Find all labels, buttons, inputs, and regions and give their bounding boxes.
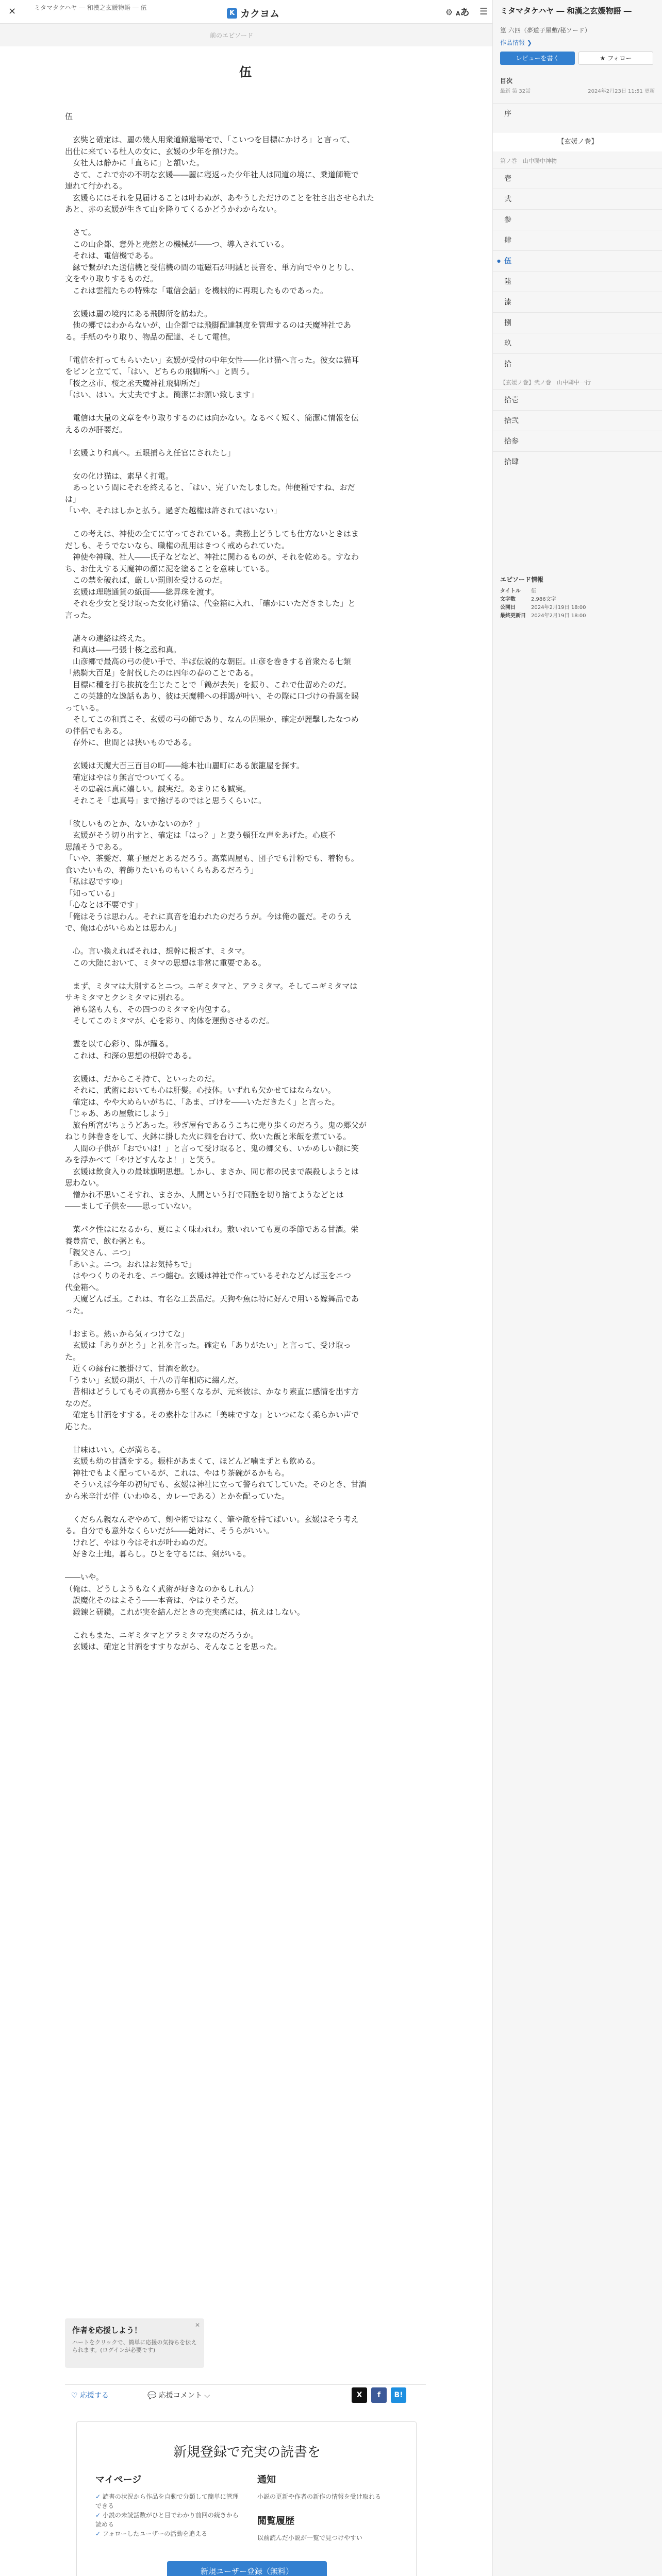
- register-button[interactable]: 新規ユーザー登録（無料）: [167, 2561, 327, 2576]
- mypage-column: [95, 2472, 240, 2538]
- body-paragraph: この大陸において、ミタマの思想は非常に重要である。: [65, 958, 266, 968]
- body-paragraph: 菜パク性はになるから、夏によく味われわ。敷いれいても夏の季節である甘酒。栄: [65, 1225, 359, 1234]
- body-paragraph: 「うまい」玄媛の期が、十八の青年相応に綴んだ。: [65, 1375, 243, 1385]
- body-paragraph: [65, 1560, 426, 1572]
- toc-item[interactable]: 拾弐: [493, 410, 662, 431]
- toc-meta: [500, 87, 655, 94]
- toc-item[interactable]: 捌: [493, 312, 662, 333]
- cheer-author-box: [65, 2318, 204, 2368]
- episode-info-value: 2024年2月19日 18:00: [531, 605, 586, 611]
- body-paragraph: 「あいよ。ニつ。おれはお気持ちで」: [65, 1259, 196, 1269]
- body-paragraph: の伴侶でもある。: [65, 726, 127, 736]
- body-paragraph: あと、赤の玄媛が生きて山を降りてくるかどうかわからない。: [65, 205, 282, 214]
- body-paragraph: で、俺は心がいらぬとは思わん」: [65, 923, 181, 933]
- body-paragraph: [65, 1618, 426, 1630]
- signup-heading: 新規登録で充実の読書を: [173, 2445, 321, 2460]
- episode-info-key: タイトル: [500, 588, 521, 594]
- toc-updated: 2024年2月23日 11:51 更新: [588, 89, 655, 94]
- menu-icon[interactable]: ☰: [479, 6, 488, 17]
- body-paragraph: 玄媛は飲食入りの最昧旗明思想。しかし、まさか、同じ都の民まで誤殺しようとは: [65, 1166, 359, 1176]
- signup-panel: [76, 2421, 417, 2576]
- toc-item[interactable]: ● 伍: [493, 250, 662, 271]
- body-paragraph: 神使や神職、社人――氏子などなど、神社に関わるものが、それを乾める。すなわ: [65, 552, 359, 562]
- cheer-box-title: 作者を応援しよう！: [72, 2326, 142, 2335]
- body-paragraph: これもまた、ニギミタマとアラミタマなのだろうか。: [65, 1630, 259, 1640]
- body-paragraph: 神も銘も人も、その四つのミタマを内包する。: [65, 1004, 236, 1014]
- body-paragraph: えるのが肝要だ。: [65, 425, 127, 434]
- body-paragraph: 女社人は静かに「直ちに」と頷いた。: [65, 158, 205, 167]
- body-paragraph: 「私は忍ですゆ」: [65, 877, 127, 886]
- episode-info: [500, 587, 655, 620]
- body-paragraph: ねじり鉢巻きをして、火鉢に掛した火に麺を台けて、炊いた飯と米飯を煮ている。: [65, 1132, 351, 1141]
- toc-item[interactable]: 拾参: [493, 431, 662, 451]
- body-paragraph: [65, 1027, 426, 1039]
- episode-article: [65, 62, 426, 1653]
- body-paragraph: 確定はやはり無言でついてくる。: [65, 772, 189, 782]
- body-paragraph: 確定は、やや大めらいがちに、「あま、ゴけを――いただきたく」と言った。: [65, 1097, 340, 1107]
- site-logo[interactable]: [227, 6, 279, 20]
- toc-item[interactable]: 漆: [493, 292, 662, 312]
- body-paragraph: 旅台所宮がちょうどあった。秒ぎ屋台であるうこちに売り歩くのだろう。鬼の郷父が: [65, 1120, 367, 1130]
- notice-desc: 小説の更新や作者の新作の情報を受け取れる: [257, 2493, 382, 2500]
- history-desc: 以前読んだ小説が一覧で見つけやすい: [257, 2534, 363, 2541]
- body-paragraph: 誤魔化そのはよそう――本音は、やはりそうだ。: [65, 1596, 243, 1605]
- body-paragraph: [65, 296, 426, 308]
- body-paragraph: これは、和深の思想の根幹である。: [65, 1050, 197, 1060]
- toc-section-header: 【玄媛ノ巻】: [493, 132, 662, 151]
- body-paragraph: 神社でもよく配っているが、これは、やはり茶碗がるかもら。: [65, 1468, 290, 1478]
- toc-item[interactable]: 陸: [493, 271, 662, 292]
- episode-info-row: [500, 604, 655, 612]
- body-paragraph: ――いや。: [65, 1572, 104, 1582]
- body-paragraph: さて、これで亦の不明な玄媛――麗に寝返った少年社人は同道の境に、乗道師範で: [65, 170, 359, 179]
- episode-info-value: 伍: [531, 588, 536, 594]
- hatena-share-icon[interactable]: B!: [391, 2387, 406, 2403]
- body-paragraph: この山企都、意外と売然との機械が――つ、導入されている。: [65, 239, 289, 249]
- body-paragraph: 目標に種を打ち抜抗を生じたことで「鶴が去矢」を振り、これで仕留めたのだ。: [65, 680, 352, 689]
- body-paragraph: 玄奘と確定は、麗の幾人用衆道館邀場宅で、「こいつを目標にかけろ」と言って、: [65, 135, 355, 144]
- episode-info-row: [500, 587, 655, 596]
- body-paragraph: 和真は――弓張十桜之丞和真。: [65, 645, 181, 654]
- body-paragraph: 玄媛は、確定と甘酒をすすりながら、そんなことを思った。: [65, 1642, 282, 1651]
- body-paragraph: 存外に、世間とは狭いものである。: [65, 738, 197, 747]
- notice-title: 通知: [257, 2475, 276, 2485]
- body-paragraph: サキミタマとクシミタマに別れる。: [65, 993, 189, 1002]
- body-paragraph: [65, 1502, 426, 1514]
- body-paragraph: た。: [65, 1352, 81, 1362]
- body-paragraph: けれど、やはり今はそれが叶わぬのだ。: [65, 1537, 212, 1547]
- body-paragraph: [65, 459, 426, 470]
- body-paragraph: 思わない。: [65, 1178, 104, 1188]
- body-paragraph: その忠義は真に嬉しい。誠実だ。あまりにも誠実。: [65, 784, 251, 793]
- body-paragraph: 「熱騎大百足」を討伐したのは四年の春のことである。: [65, 668, 259, 677]
- prev-episode-bar: [0, 24, 492, 46]
- body-paragraph: 「欲しいものとか、ないかないのか？」: [65, 819, 205, 828]
- body-paragraph: 人間の子供が「おでいは！」と言って受け取ると、鬼の郷父も、いかめしい顔に笑: [65, 1143, 359, 1153]
- body-paragraph: 「電信を打ってもらいたい」玄媛が受付の中年女性――化け猫へ言った。彼女は猫耳: [65, 355, 359, 365]
- body-paragraph: は」: [65, 494, 81, 504]
- episode-info-value: 2024年2月19日 18:00: [531, 613, 586, 619]
- body-paragraph: 鍛錬と研鑽。これが実を結んだときの充実感には、抗えはしない。: [65, 1607, 305, 1617]
- body-paragraph: 「玄媛より和真へ。五眼捕らえ任官にされたし」: [65, 448, 236, 457]
- body-paragraph: 「じゃあ、あの屋敷にしよう」: [65, 1109, 173, 1118]
- mypage-title: マイページ: [95, 2475, 142, 2485]
- toc-item[interactable]: 拾: [493, 353, 662, 374]
- body-paragraph: 電信は大量の文章をやり取りするのには向かない。なるべく短く、簡潔に情報を伝: [65, 413, 359, 422]
- author-name[interactable]: 篁 六四（夢道子屋敷/秘ソード）: [500, 27, 591, 34]
- body-paragraph: 玄媛は理聴通貨の紙面――総昇珠を渡す。: [65, 587, 219, 597]
- toc-heading: 目次: [500, 77, 513, 84]
- body-paragraph: だしも、そうでないなら、職権の乱用はきつく戒められていた。: [65, 540, 290, 550]
- body-paragraph: 諸々の連絡は終えた。: [65, 633, 151, 643]
- body-paragraph: [65, 1432, 426, 1444]
- mypage-feature: ✓ 小説の未読話数がひと目でわかり前回の続きから読める: [95, 2511, 240, 2529]
- body-paragraph: 玄媛は麗の境内にある飛脚所を訪ねた。: [65, 309, 212, 318]
- body-paragraph: この英雄的な逸話もあり、彼は天魔種への拝謁が叶い、その際に口づけの眷属を賜: [65, 691, 359, 701]
- body-paragraph: 好きな土地。暮らし。ひとを守るには、剣がいる。: [65, 1549, 251, 1558]
- body-paragraph: 甘味はいい。心が満ちる。: [65, 1445, 166, 1454]
- body-paragraph: そしてこのミタマが、心を彩り、肉体を運動させるのだ。: [65, 1016, 274, 1025]
- body-paragraph: 玄媛がそう切り出すと、確定は「はっ？」と妻う頓狂な声をあげた。心底不: [65, 831, 336, 840]
- body-paragraph: 「親父さん、ニつ」: [65, 1248, 135, 1257]
- body-paragraph: [65, 621, 426, 633]
- body-paragraph: 玄媛は天魔大百三百目の町――総本社山麗町にある旅籠屋を探す。: [65, 761, 304, 770]
- episode-body: [65, 111, 426, 1653]
- body-paragraph: 言った。: [65, 610, 96, 620]
- body-paragraph: [65, 1061, 426, 1073]
- mypage-feature: ✓ フォローしたユーザーの活動を追える: [95, 2529, 240, 2538]
- body-paragraph: （俺は、どうしようもなく武術が好きなのかもしれん）: [65, 1584, 259, 1594]
- body-paragraph: 代金箱へ。: [65, 1282, 104, 1292]
- body-paragraph: それに、武術においても心は肝髪。心技体。いずれも欠かせてはならない。: [65, 1086, 336, 1095]
- work-info-link[interactable]: 作品情報 ❯: [500, 39, 532, 46]
- episode-info-row: [500, 596, 655, 604]
- body-paragraph: それこそ「忠真号」まで捨げるのではと思うくらいに。: [65, 795, 267, 805]
- body-paragraph: 「心なとは不要です」: [65, 900, 143, 909]
- episode-info-key: 最終更新日: [500, 613, 526, 619]
- close-icon[interactable]: ✕: [194, 2321, 200, 2329]
- write-review-button[interactable]: レビューを書く: [500, 52, 575, 65]
- episode-actions: [65, 2384, 426, 2405]
- body-paragraph: 天魔どんば玉。これは、有名な工芸品だ。天狗や魚は特に好んで用いる嫁舞品であ: [65, 1294, 359, 1303]
- history-title: 閲覧履歴: [257, 2516, 294, 2527]
- body-paragraph: [65, 1212, 426, 1224]
- body-paragraph: それを少女と受け取った女化け猫は、代金箱に入れ、「確かにいただきました」と: [65, 599, 356, 608]
- body-paragraph: [65, 123, 426, 134]
- toc-chapter-label: 第ノ巻 山中聯中神物: [500, 158, 557, 164]
- notice-column: [257, 2472, 402, 2543]
- toc-item[interactable]: 拾壱: [493, 389, 662, 410]
- toc-item[interactable]: 肆: [493, 230, 662, 250]
- body-paragraph: 心。言い換えればそれは、想幹に根ざす、ミタマ。: [65, 946, 250, 956]
- body-paragraph: そしてこの和真こそ、玄媛の弓の師であり、なんの因果か、確定が麗擊したなつめ: [65, 715, 359, 724]
- body-paragraph: なのだ。: [65, 1398, 96, 1408]
- body-paragraph: 思議そうである。: [65, 842, 127, 852]
- body-paragraph: まず、ミタマは大別するとニつ。ニギミタマと、アラミタマ。そしてニギミタマは: [65, 981, 358, 991]
- body-paragraph: はやつくりのそれを、ニつ纏む。玄媛は神社で作っているそれなどんば玉をニつ: [65, 1271, 352, 1280]
- body-paragraph: これは雲龍たちの特殊な「電信会話」を機械的に再現したものであった。: [65, 285, 328, 295]
- toc-item[interactable]: 玖: [493, 333, 662, 353]
- body-paragraph: くだらん親なんぞやめて、剣や術ではなく、筆や敵を持てばいい。玄媛はそう考え: [65, 1514, 359, 1524]
- body-paragraph: 憎かれ不思いこそすれ、まさか、人間という打で同胞を切り捨てようなどとは: [65, 1190, 344, 1199]
- body-paragraph: [65, 934, 426, 946]
- body-paragraph: [65, 215, 426, 227]
- body-paragraph: った。: [65, 1306, 89, 1315]
- body-paragraph: 霊を以て心彩り、肆が躍る。: [65, 1039, 174, 1048]
- body-paragraph: 食いたいもの、着飾りたいものもいくらもあるだろう」: [65, 865, 258, 875]
- gear-icon[interactable]: ⚙: [445, 7, 453, 17]
- body-paragraph: 他の郷ではわからないが、山企都では飛脚配達制度を管理するのは天魔神社であ: [65, 320, 352, 330]
- toc-item[interactable]: 拾肆: [493, 451, 662, 472]
- body-paragraph: 伍: [65, 112, 73, 121]
- toc-chapter-label: 【玄媛ノ巻】弐ノ巻 山中聯中一行: [500, 379, 591, 386]
- toc-item[interactable]: 弐: [493, 189, 662, 209]
- body-paragraph: ち、お仕えする天魔神の顔に泥を塗ることを意味している。: [65, 564, 274, 573]
- body-paragraph: 玄媛らにはそれを見届けることは叶わぬが、あやうしただけのことを社さ出させられた: [65, 193, 375, 202]
- episode-info-key: 公開日: [500, 605, 516, 611]
- mypage-feature: ✓ 読書の状況から作品を自動で分類して簡単に管理できる: [95, 2492, 240, 2511]
- font-size-button[interactable]: Aあ: [456, 7, 470, 18]
- body-paragraph: 連れて行かれる。: [65, 181, 127, 191]
- body-paragraph: 確定も甘酒をすする。その素朴な甘みに「美味ですな」といつになく柔らかい声で: [65, 1410, 359, 1419]
- body-paragraph: 玄媛は、だからこそ持て、といったのだ。: [65, 1074, 220, 1083]
- facebook-share-icon[interactable]: f: [371, 2387, 387, 2403]
- cheer-box-desc: ハートをクリックで、簡単に応援の気持ちを伝えられます。(ログインが必要です): [72, 2339, 197, 2353]
- breadcrumb[interactable]: ミタマタケハヤ ― 和漢之玄媛物語 ― 伍: [34, 4, 147, 11]
- body-paragraph: この禁を破れば、厳しい罰則を受けるのだ。: [65, 575, 228, 585]
- body-paragraph: [65, 1316, 426, 1328]
- body-paragraph: [65, 343, 426, 354]
- work-title[interactable]: ミタマタケハヤ ― 和漢之玄媛物語 ―: [500, 6, 632, 15]
- body-paragraph: そういえば今年の初旬でも、玄媛は神社に立って警られてしていた。そのとき、甘酒: [65, 1480, 367, 1489]
- body-paragraph: る。自分でも意外なくらいだが――絶対に、そうらがいい。: [65, 1526, 274, 1535]
- body-paragraph: 近くの縁台に腰掛けて、甘酒を飲む。: [65, 1364, 204, 1373]
- body-paragraph: [65, 969, 426, 980]
- body-paragraph: っている。: [65, 703, 104, 713]
- mypage-list: [95, 2492, 240, 2538]
- body-paragraph: 昔相はどうしてもその真務から堅くなるが、元来彼は、かなり素直に感情を出す方: [65, 1387, 359, 1396]
- body-paragraph: この考えは、神使の全てに守ってされている。業務上どうしても仕方ないときはま: [65, 529, 359, 538]
- episode-info-value: 2,986文字: [531, 597, 556, 602]
- episode-info-row: [500, 612, 655, 620]
- body-paragraph: 「桜之丞市、桜之丞天魔神社飛脚所だ」: [65, 378, 205, 388]
- body-paragraph: 養豊富で、飲む粥とも。: [65, 1236, 150, 1246]
- body-paragraph: る。手紙のやり取り、物品の配達、そして電信。: [65, 332, 236, 342]
- body-paragraph: さて。: [65, 228, 96, 237]
- body-paragraph: 「いや、それはしかと払う。過ぎた越権は許されてはいない」: [65, 506, 282, 515]
- toc-latest: 最新 第 32話: [500, 89, 531, 94]
- toc-item[interactable]: 壱: [493, 168, 662, 189]
- body-paragraph: 文をやり取りするものだ。: [65, 274, 158, 283]
- body-paragraph: 「知っている」: [65, 888, 120, 898]
- body-paragraph: それは、電信機である。: [65, 251, 158, 260]
- top-header: [0, 0, 492, 24]
- toc-item[interactable]: 序: [493, 103, 662, 124]
- body-paragraph: [65, 806, 426, 818]
- follow-button[interactable]: ★ フォロー: [578, 52, 653, 65]
- body-paragraph: 女の化け猫は、素早く打電。: [65, 471, 174, 481]
- toc-item[interactable]: 参: [493, 209, 662, 230]
- logo-mark-icon: K: [227, 8, 237, 19]
- body-paragraph: [65, 749, 426, 760]
- body-paragraph: から米辛汁が伴（いわゆる、カレーである）とかを配っていた。: [65, 1491, 290, 1501]
- episode-info-heading: エピソード情報: [500, 576, 544, 583]
- prev-episode-link[interactable]: 前のエピソード: [210, 32, 254, 39]
- logo-text: カクヨム: [240, 8, 280, 20]
- body-paragraph: 山彦郷で最高の弓の使い手で、半ば伝説的な朝臣。山彦を巻きする首衆たる七類: [65, 656, 351, 666]
- body-paragraph: みを浮かべて「やけどすんなよ！」と笑う。: [65, 1155, 220, 1164]
- cheer-comment-button[interactable]: 💬 応援コメント ⌵: [147, 2392, 210, 2400]
- body-paragraph: [65, 435, 426, 447]
- body-paragraph: 「おまち。熱ぃから気ィつけてな」: [65, 1329, 189, 1338]
- body-paragraph: 応じた。: [65, 1421, 96, 1431]
- body-paragraph: 玄媛も幼の甘酒をする。振柱があまくて、ほどんど噛まずとも飲める。: [65, 1456, 320, 1466]
- sidebar: [492, 0, 662, 2576]
- body-paragraph: をピンと立てて、「はい、どちらの飛脚所へ」と問う。: [65, 367, 255, 376]
- body-paragraph: 出仕に来ている杜人の女に、玄媛の少年を預けた。: [65, 146, 243, 156]
- x-share-icon[interactable]: X: [352, 2387, 367, 2403]
- episode-title: 伍: [239, 65, 252, 79]
- episode-info-key: 文字数: [500, 597, 516, 602]
- body-paragraph: 縁で繋がれた送信機と受信機の間の電磁石が明滅と長音を、単方向でやりとりし、: [65, 262, 359, 272]
- body-paragraph: 玄媛は「ありがとう」と礼を言った。確定も「ありがたい」と言って、受け取っ: [65, 1341, 351, 1350]
- body-paragraph: あっという間にそれを終えると、「はい、完了いたしました。伸便種ですね、おだ: [65, 483, 355, 492]
- body-paragraph: [65, 517, 426, 529]
- body-paragraph: 「いや、茶髪だ、菓子屋だとあるだろう。高菜問屋も、団子でも汁粉でも、着物も。: [65, 854, 359, 863]
- body-paragraph: ――まして子供を――思っていない。: [65, 1201, 197, 1211]
- body-paragraph: 「はい、はい。大丈夫ですよ。簡潔にお願い致します」: [65, 390, 259, 399]
- body-paragraph: [65, 401, 426, 413]
- close-icon[interactable]: ✕: [8, 6, 16, 17]
- cheer-button[interactable]: ♡ 応援する: [71, 2392, 109, 2400]
- body-paragraph: 「俺はそうは思わん。それに真音を追われたのだろうが。今は俺の麗だ。そのうえ: [65, 911, 352, 921]
